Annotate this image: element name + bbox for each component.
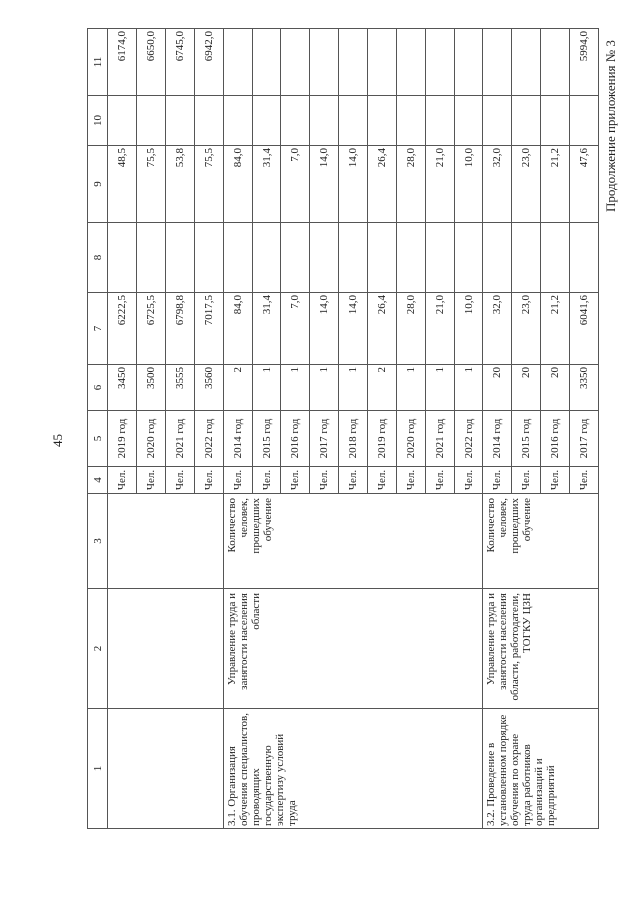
col11-cell: 6174,0 <box>108 29 137 96</box>
unit-cell: Чел. <box>483 467 512 494</box>
appendix-continuation-title: Продолжение приложения № 3 <box>603 40 618 212</box>
executor-cell: Управление труда и занятости населения области <box>223 589 483 709</box>
indicator-cell: Количество человек, прошедших обучение <box>483 494 599 589</box>
col10-cell <box>137 96 166 146</box>
column-number: 2 <box>88 589 108 709</box>
col10-cell <box>396 96 425 146</box>
col11-cell: 6942,0 <box>194 29 223 96</box>
unit-cell: Чел. <box>166 467 195 494</box>
period-cell: 2021 год <box>166 411 195 467</box>
col10-cell <box>252 96 281 146</box>
col8-cell <box>137 223 166 293</box>
col9-cell: 75,5 <box>137 146 166 223</box>
period-cell: 2014 год <box>483 411 512 467</box>
col8-cell <box>483 223 512 293</box>
quantity-cell: 2 <box>368 365 397 411</box>
col10-cell <box>368 96 397 146</box>
col10-cell <box>541 96 570 146</box>
col8-cell <box>310 223 339 293</box>
period-cell: 2022 год <box>194 411 223 467</box>
col10-cell <box>194 96 223 146</box>
col8-cell <box>339 223 368 293</box>
unit-cell: Чел. <box>310 467 339 494</box>
column-number: 9 <box>88 146 108 223</box>
col10-cell <box>339 96 368 146</box>
page-number: 45 <box>50 434 65 447</box>
period-cell: 2017 год <box>570 411 599 467</box>
col9-cell: 21,2 <box>541 146 570 223</box>
indicator-cell <box>108 494 223 589</box>
unit-cell: Чел. <box>570 467 599 494</box>
total-funding-cell: 21,0 <box>425 293 454 365</box>
quantity-cell: 20 <box>512 365 541 411</box>
table-row <box>223 29 252 829</box>
col11-cell: 6650,0 <box>137 29 166 96</box>
col8-cell <box>512 223 541 293</box>
indicator-cell: Количество человек, прошедших обучение <box>223 494 483 589</box>
quantity-cell: 1 <box>281 365 310 411</box>
col9-cell: 7,0 <box>281 146 310 223</box>
appendix-table <box>87 28 599 829</box>
column-number: 11 <box>88 29 108 96</box>
total-funding-cell: 32,0 <box>483 293 512 365</box>
col10-cell <box>166 96 195 146</box>
period-cell: 2016 год <box>281 411 310 467</box>
total-funding-cell: 14,0 <box>310 293 339 365</box>
col10-cell <box>108 96 137 146</box>
col11-cell <box>454 29 483 96</box>
period-cell: 2020 год <box>396 411 425 467</box>
total-funding-cell: 84,0 <box>223 293 252 365</box>
total-funding-cell: 23,0 <box>512 293 541 365</box>
quantity-cell: 1 <box>396 365 425 411</box>
quantity-cell: 1 <box>425 365 454 411</box>
col8-cell <box>108 223 137 293</box>
period-cell: 2015 год <box>512 411 541 467</box>
period-cell: 2015 год <box>252 411 281 467</box>
col9-cell: 26,4 <box>368 146 397 223</box>
period-cell: 2019 год <box>368 411 397 467</box>
table-row <box>483 29 512 829</box>
column-number: 4 <box>88 467 108 494</box>
col11-cell <box>368 29 397 96</box>
measure-cell: 3.2. Проведение в установленном порядке обучения по охране труда работников организаций и предприятий <box>483 709 599 829</box>
unit-cell: Чел. <box>137 467 166 494</box>
unit-cell: Чел. <box>281 467 310 494</box>
col9-cell: 48,5 <box>108 146 137 223</box>
col10-cell <box>425 96 454 146</box>
column-number: 8 <box>88 223 108 293</box>
column-number: 3 <box>88 494 108 589</box>
col11-cell <box>252 29 281 96</box>
total-funding-cell: 21,2 <box>541 293 570 365</box>
total-funding-cell: 6041,6 <box>570 293 599 365</box>
unit-cell: Чел. <box>108 467 137 494</box>
quantity-cell: 3500 <box>137 365 166 411</box>
col10-cell <box>223 96 252 146</box>
quantity-cell: 3555 <box>166 365 195 411</box>
col10-cell <box>281 96 310 146</box>
measure-cell <box>108 709 223 829</box>
col10-cell <box>483 96 512 146</box>
col8-cell <box>396 223 425 293</box>
col9-cell: 84,0 <box>223 146 252 223</box>
quantity-cell: 3350 <box>570 365 599 411</box>
col8-cell <box>454 223 483 293</box>
unit-cell: Чел. <box>223 467 252 494</box>
total-funding-cell: 28,0 <box>396 293 425 365</box>
period-cell: 2019 год <box>108 411 137 467</box>
col9-cell: 10,0 <box>454 146 483 223</box>
col9-cell: 53,8 <box>166 146 195 223</box>
col9-cell: 21,0 <box>425 146 454 223</box>
col11-cell <box>425 29 454 96</box>
executor-cell <box>108 589 223 709</box>
quantity-cell: 20 <box>541 365 570 411</box>
period-cell: 2018 год <box>339 411 368 467</box>
total-funding-cell: 6725,5 <box>137 293 166 365</box>
quantity-cell: 20 <box>483 365 512 411</box>
period-cell: 2016 год <box>541 411 570 467</box>
period-cell: 2021 год <box>425 411 454 467</box>
executor-cell: Управление труда и занятости населения области, работодатели, ТОГКУ ЦЗН <box>483 589 599 709</box>
unit-cell: Чел. <box>368 467 397 494</box>
col9-cell: 75,5 <box>194 146 223 223</box>
unit-cell: Чел. <box>339 467 368 494</box>
quantity-cell: 1 <box>454 365 483 411</box>
quantity-cell: 1 <box>310 365 339 411</box>
unit-cell: Чел. <box>512 467 541 494</box>
column-number: 10 <box>88 96 108 146</box>
col10-cell <box>454 96 483 146</box>
unit-cell: Чел. <box>425 467 454 494</box>
col8-cell <box>194 223 223 293</box>
col11-cell <box>483 29 512 96</box>
col11-cell <box>339 29 368 96</box>
col9-cell: 28,0 <box>396 146 425 223</box>
period-cell: 2017 год <box>310 411 339 467</box>
unit-cell: Чел. <box>541 467 570 494</box>
col11-cell <box>512 29 541 96</box>
total-funding-cell: 7,0 <box>281 293 310 365</box>
total-funding-cell: 6222,5 <box>108 293 137 365</box>
col10-cell <box>570 96 599 146</box>
unit-cell: Чел. <box>396 467 425 494</box>
col9-cell: 23,0 <box>512 146 541 223</box>
total-funding-cell: 26,4 <box>368 293 397 365</box>
col8-cell <box>541 223 570 293</box>
table-row <box>108 29 137 829</box>
quantity-cell: 1 <box>339 365 368 411</box>
col8-cell <box>570 223 599 293</box>
col9-cell: 47,6 <box>570 146 599 223</box>
col8-cell <box>252 223 281 293</box>
total-funding-cell: 31,4 <box>252 293 281 365</box>
col11-cell <box>223 29 252 96</box>
column-number-header-row <box>88 29 108 829</box>
col9-cell: 32,0 <box>483 146 512 223</box>
total-funding-cell: 7017,5 <box>194 293 223 365</box>
quantity-cell: 3560 <box>194 365 223 411</box>
col11-cell: 5994,0 <box>570 29 599 96</box>
col8-cell <box>166 223 195 293</box>
col11-cell <box>310 29 339 96</box>
col10-cell <box>512 96 541 146</box>
quantity-cell: 2 <box>223 365 252 411</box>
total-funding-cell: 14,0 <box>339 293 368 365</box>
col8-cell <box>425 223 454 293</box>
unit-cell: Чел. <box>252 467 281 494</box>
col9-cell: 14,0 <box>310 146 339 223</box>
col11-cell: 6745,0 <box>166 29 195 96</box>
column-number: 7 <box>88 293 108 365</box>
quantity-cell: 1 <box>252 365 281 411</box>
rotated-table-wrapper <box>87 29 599 829</box>
col9-cell: 31,4 <box>252 146 281 223</box>
measure-cell: 3.1. Организация обучения специалистов, проводящих государственную экспертизу условий труда <box>223 709 483 829</box>
col11-cell <box>396 29 425 96</box>
unit-cell: Чел. <box>194 467 223 494</box>
period-cell: 2020 год <box>137 411 166 467</box>
column-number: 6 <box>88 365 108 411</box>
col8-cell <box>223 223 252 293</box>
total-funding-cell: 6798,8 <box>166 293 195 365</box>
col11-cell <box>541 29 570 96</box>
col8-cell <box>281 223 310 293</box>
col10-cell <box>310 96 339 146</box>
quantity-cell: 3450 <box>108 365 137 411</box>
col8-cell <box>368 223 397 293</box>
col11-cell <box>281 29 310 96</box>
unit-cell: Чел. <box>454 467 483 494</box>
period-cell: 2022 год <box>454 411 483 467</box>
period-cell: 2014 год <box>223 411 252 467</box>
column-number: 1 <box>88 709 108 829</box>
col9-cell: 14,0 <box>339 146 368 223</box>
column-number: 5 <box>88 411 108 467</box>
total-funding-cell: 10,0 <box>454 293 483 365</box>
